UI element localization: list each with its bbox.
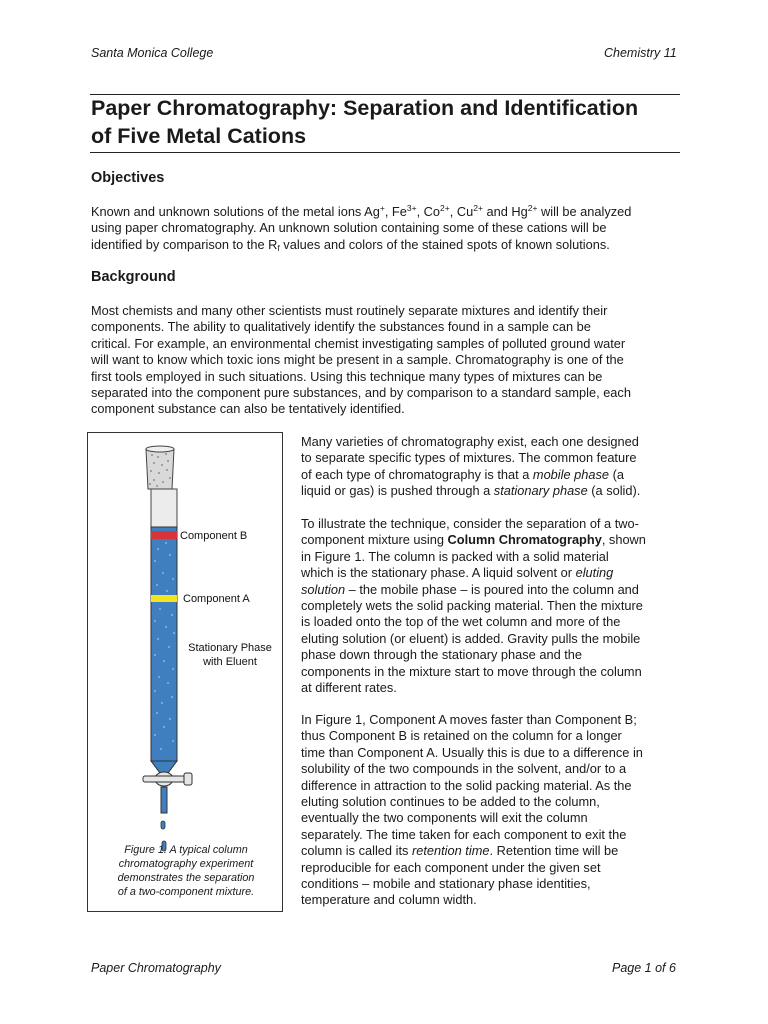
background-line: critical. For example, an environmental chemist investigating samples of polluted ground water [91, 335, 626, 351]
column-text-line: In Figure 1, Component A moves faster than Component B; [301, 712, 637, 727]
page-title [91, 94, 691, 150]
column-text-line: is loaded onto the top of the wet column and more of the [301, 614, 621, 630]
footer-left: Paper Chromatography [91, 961, 221, 975]
column-text-paragraph-3 [301, 712, 693, 909]
label-component-b: Component B [180, 530, 248, 542]
stopper-icon [146, 446, 174, 489]
background-line: Most chemists and many other scientists must routinely separate mixtures and identify their [91, 303, 608, 318]
page-title-line1: Paper Chromatography: Separation and Identification [91, 96, 639, 120]
stopcock-icon [143, 772, 192, 786]
objectives-line: identified by comparison to the $R_f$ values and colors of the stained spots of known solutions. [91, 236, 610, 253]
figure-caption: Figure 1. A typical column chromatography experiment demonstrates the separation of a two-component mixture. [117, 844, 255, 898]
column-text-line: which is the stationary phase. A liquid solvent or eluting [301, 565, 614, 581]
column-text-paragraph-1 [301, 434, 693, 500]
column-text-line: at different rates. [301, 680, 397, 696]
column-text-line: difference in attraction to the solid packing material. As the [301, 777, 632, 793]
column-text-paragraph-2 [301, 516, 693, 696]
column-text-line: in Figure 1. The column is packed with a solid material [301, 548, 609, 564]
column-text-line: eventually the two components will exit the column [301, 810, 588, 826]
column-text-line: component mixture using Column Chromatography, shown [301, 532, 646, 548]
column-text-line: to separate specific types of mixtures. The common feature [301, 450, 637, 466]
column-text-line: conditions – mobile and stationary phase identities, [301, 876, 591, 892]
column-text-line: time than Component A. Usually this is due to a difference in [301, 744, 643, 760]
column-text-line: solubility of the two compounds in the solvent, and/or to a [301, 761, 627, 777]
drip-tip [161, 787, 167, 813]
background-line: separated into the component pure substances, and by comparison to a standard sample, each [91, 385, 631, 401]
column-text-line: components in the mixture start to move through the column [301, 663, 642, 679]
background-line: will want to know which toxic ions might be present in a sample. Chromatography is one of the [91, 352, 624, 368]
header-right: Chemistry 11 [604, 46, 677, 60]
figure-box [87, 432, 283, 912]
objectives-line: using paper chromatography. An unknown solution containing some of these cations will be [91, 220, 607, 236]
component-a-band [151, 595, 177, 602]
background-line: first tools employed in such situations. Using this technique many types of mixtures can be [91, 368, 603, 384]
column-text-line: separately. The time taken for each component to exit the [301, 826, 627, 842]
page-title-line2: of Five Metal Cations [91, 124, 307, 148]
background-line: components. The ability to qualitatively identify the substances found in a sample can be [91, 319, 591, 335]
title-bottom-rule [90, 152, 680, 153]
component-b-band [151, 531, 177, 539]
background-heading: Background [91, 269, 176, 285]
header-left: Santa Monica College [91, 46, 214, 60]
drop-1 [161, 821, 165, 829]
background-line: component substance can also be tentatively identified. [91, 401, 405, 417]
objectives-heading: Objectives [91, 170, 165, 186]
column-text-line: eluting solution continues to be added to the column, [301, 794, 600, 810]
glass-neck [151, 489, 177, 529]
column-text-line: thus Component B is retained on the column for a longer [301, 728, 622, 744]
eluent-column [151, 527, 177, 761]
column-taper [151, 761, 177, 773]
column-text-line: reproducible for each component under the given set [301, 859, 601, 875]
column-text-line: liquid or gas) is pushed through a stationary phase (a solid). [301, 483, 641, 499]
footer-right: Page 1 of 6 [612, 961, 676, 975]
column-text-line: phase down through the stationary phase and the [301, 647, 583, 663]
objectives-line: Known and unknown solutions of the metal ions Ag+, $Fe^{3+}$, $Co^{2+}$, $Cu^{2+}$ and $Hg^{2+}$ will be analyzed [91, 203, 632, 219]
column-text-line: To illustrate the technique, consider the separation of a two- [301, 516, 639, 531]
column-text-line: solution – the mobile phase – is poured into the column and [301, 581, 639, 597]
label-component-a: Component A [183, 593, 250, 605]
column-text-line: of each type of chromatography is that a mobile phase (a [301, 466, 624, 482]
column-text-line: Many varieties of chromatography exist, each one designed [301, 434, 639, 449]
column-text-line: temperature and column width. [301, 892, 477, 908]
column-text-line: column is called its retention time. Retention time will be [301, 843, 619, 859]
column-text-line: completely wets the solid packing material. Then the mixture [301, 598, 643, 614]
label-stationary-phase: Stationary Phase with Eluent [188, 642, 272, 668]
background-paragraph [91, 303, 691, 418]
column-text-line: eluting solution (or eluent) is added. Gravity pulls the mobile [301, 630, 641, 646]
objectives-paragraph [91, 204, 691, 253]
